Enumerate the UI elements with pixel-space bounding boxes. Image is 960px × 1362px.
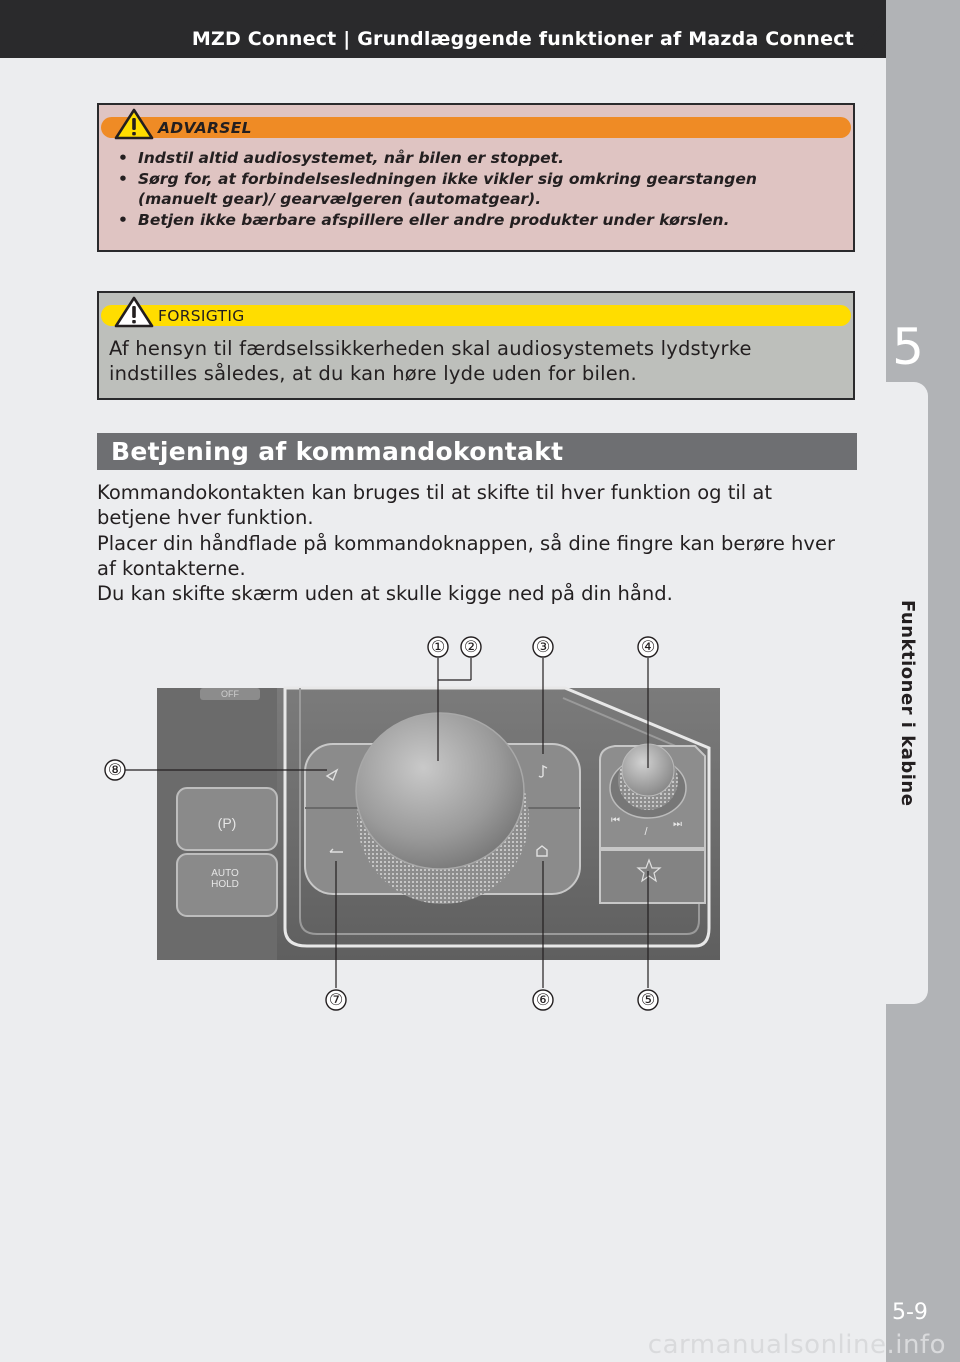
caution-triangle-icon (114, 296, 154, 328)
body-paragraph: Placer din håndflade på kommandoknappen, så dine fingre kan berøre hver af kontakterne. (97, 531, 835, 580)
warning-item: • Indstil altid audiosystemet, når bilen er stoppet. (113, 148, 835, 169)
warning-item: • Betjen ikke bærbare afspillere eller andre produkter under kørslen. (113, 210, 835, 231)
warning-box (97, 103, 855, 252)
off-label: OFF (221, 689, 239, 699)
prev-track-icon: ⏮ (611, 815, 620, 826)
section-heading-text: Betjening af kommandokontakt (111, 437, 564, 466)
section-body (97, 480, 837, 606)
caution-box (97, 291, 855, 400)
warning-item: • Sørg for, at forbindelsesledningen ikke vikler sig omkring gearstangen (manuelt gear)/ gearvælgeren (automatgear). (113, 169, 835, 210)
callout-7-text: ⑦ (328, 990, 344, 1009)
caution-label-bar (101, 305, 851, 326)
chapter-tab-label: Funktioner i kabine (897, 600, 918, 807)
callout-6-text: ⑥ (535, 990, 551, 1009)
page-number: 5-9 (892, 1300, 928, 1325)
favorites-button (600, 850, 705, 903)
commander-switch-figure (95, 628, 735, 1018)
auto-hold-label-2: HOLD (211, 879, 239, 890)
next-track-icon: ⏭ (673, 819, 682, 830)
page-header (0, 0, 960, 58)
caution-text: Af hensyn til færdselssikkerheden skal audiosystemets lydstyrke indstilles således, at du kan høre lyde uden for bilen. (109, 337, 752, 385)
watermark-text: carmanualsonline.info (647, 1330, 946, 1360)
warning-label: ADVARSEL (158, 119, 252, 137)
parking-brake-label: (P) (217, 815, 237, 831)
callout-1-text: ① (430, 637, 446, 656)
body-paragraph: Du kan skifte skærm uden at skulle kigge ned på din hånd. (97, 582, 673, 606)
commander-knob (356, 713, 524, 869)
mute-power-label: / (644, 826, 648, 838)
auto-hold-label-1: AUTO (211, 868, 239, 879)
header-title: MZD Connect | Grundlæggende funktioner af Mazda Connect (191, 28, 854, 50)
section-heading (97, 433, 857, 470)
chapter-number: 5 (892, 318, 924, 376)
callout-2-text: ② (463, 637, 479, 656)
callout-4-text: ④ (640, 637, 656, 656)
callout-8-text: ⑧ (107, 760, 123, 779)
caution-label: FORSIGTIG (158, 307, 245, 325)
warning-triangle-icon (114, 108, 154, 140)
body-paragraph: Kommandokontakten kan bruges til at skifte til hver funktion og til at betjene hver funktion. (97, 481, 772, 530)
callout-5-text: ⑤ (640, 990, 656, 1009)
warning-label-bar (101, 117, 851, 138)
callout-3-text: ③ (535, 637, 551, 656)
warning-list (113, 148, 835, 230)
